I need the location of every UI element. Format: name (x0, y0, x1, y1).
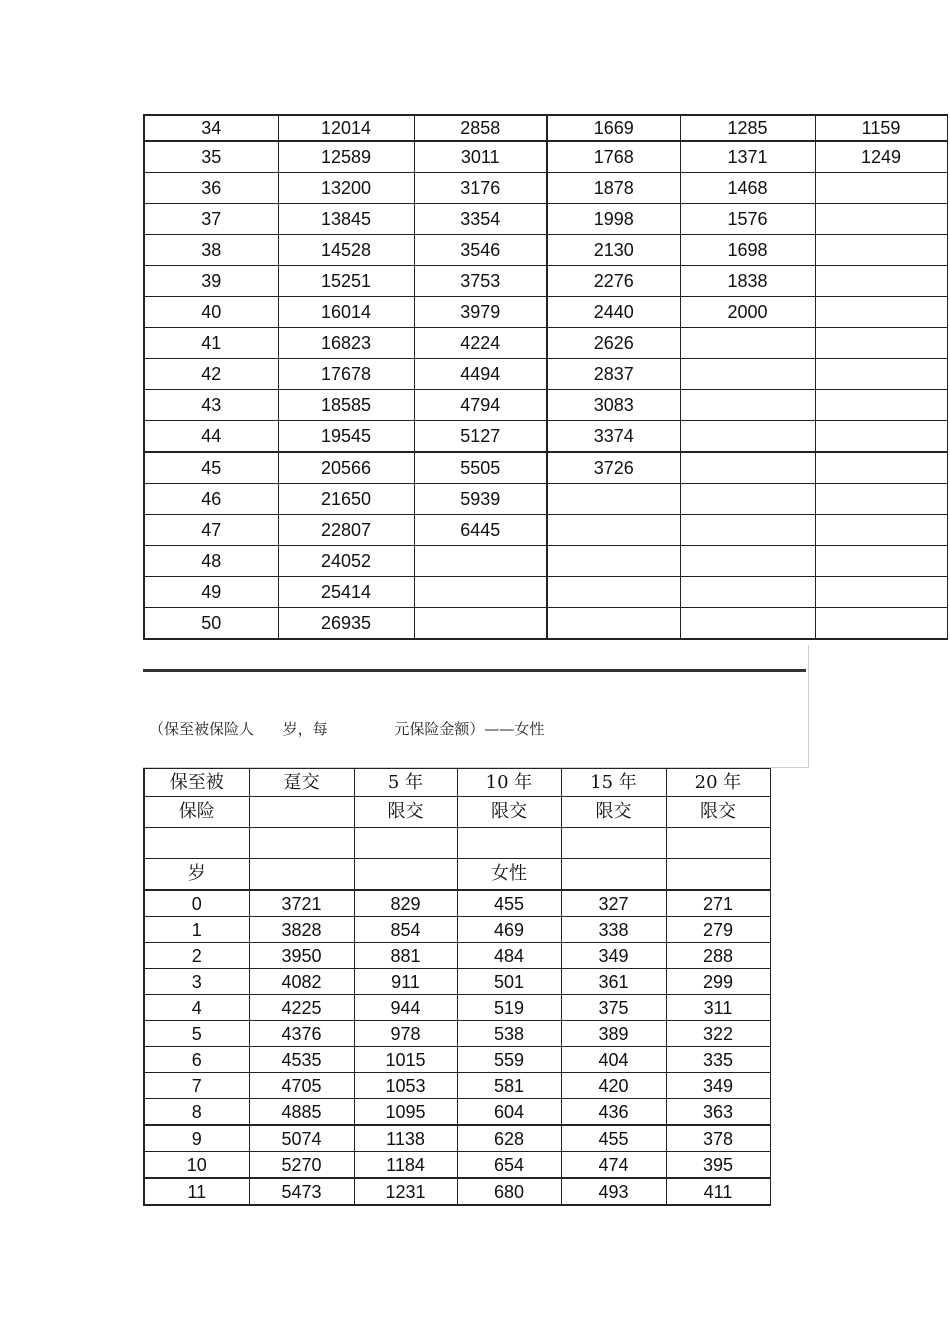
table-row (144, 359, 947, 390)
table-cell (815, 546, 947, 577)
table-cell: 22807 (278, 515, 414, 546)
table-cell: 5270 (249, 1152, 354, 1179)
header-cell (249, 797, 354, 828)
table-row (144, 484, 947, 515)
table-cell: 420 (561, 1073, 666, 1099)
table-cell: 2276 (547, 266, 680, 297)
header-cell (666, 859, 770, 891)
table-cell: 4376 (249, 1021, 354, 1047)
table-cell (815, 266, 947, 297)
table-cell (815, 297, 947, 328)
table-cell: 978 (354, 1021, 457, 1047)
table-cell: 8 (144, 1099, 249, 1126)
table-row (144, 1021, 770, 1047)
table-cell: 42 (144, 359, 278, 390)
table-cell: 15251 (278, 266, 414, 297)
header-cell (354, 828, 457, 859)
table-cell: 5473 (249, 1178, 354, 1205)
table-cell: 0 (144, 890, 249, 917)
table-cell: 349 (666, 1073, 770, 1099)
table-cell: 3721 (249, 890, 354, 917)
table-cell: 327 (561, 890, 666, 917)
table-row (144, 328, 947, 359)
table-cell: 12589 (278, 141, 414, 173)
table-cell: 9 (144, 1125, 249, 1152)
table-cell: 4885 (249, 1099, 354, 1126)
table-cell: 378 (666, 1125, 770, 1152)
table-cell (547, 577, 680, 608)
table-cell: 1576 (680, 204, 815, 235)
table-cell: 4705 (249, 1073, 354, 1099)
table-cell (680, 608, 815, 640)
table-cell (414, 608, 547, 640)
table-cell: 4224 (414, 328, 547, 359)
table-row (144, 1125, 770, 1152)
table-cell: 49 (144, 577, 278, 608)
header-cell: 20 年 (666, 769, 770, 797)
table-cell: 1184 (354, 1152, 457, 1179)
table-row (144, 515, 947, 546)
table-cell (815, 359, 947, 390)
table-cell: 25414 (278, 577, 414, 608)
table-cell: 2858 (414, 115, 547, 141)
header-cell (457, 828, 561, 859)
table-cell: 1698 (680, 235, 815, 266)
table-cell (815, 515, 947, 546)
table-cell (815, 452, 947, 484)
table-row (144, 969, 770, 995)
table-cell: 5127 (414, 421, 547, 453)
table-cell (815, 390, 947, 421)
table-cell: 34 (144, 115, 278, 141)
table-cell (815, 608, 947, 640)
table-cell: 18585 (278, 390, 414, 421)
table-cell: 6 (144, 1047, 249, 1073)
header-cell (561, 859, 666, 891)
table-row (144, 390, 947, 421)
header-cell: 趸交 (249, 769, 354, 797)
table-cell: 44 (144, 421, 278, 453)
table-cell: 1838 (680, 266, 815, 297)
table-cell: 271 (666, 890, 770, 917)
header-cell: 15 年 (561, 769, 666, 797)
table-cell: 3828 (249, 917, 354, 943)
table-cell: 501 (457, 969, 561, 995)
table-cell: 559 (457, 1047, 561, 1073)
table-cell: 581 (457, 1073, 561, 1099)
table-row (144, 141, 947, 173)
table-cell: 1371 (680, 141, 815, 173)
table-cell (414, 577, 547, 608)
table-cell (680, 421, 815, 453)
table-cell: 299 (666, 969, 770, 995)
table-cell: 1468 (680, 173, 815, 204)
table-cell: 404 (561, 1047, 666, 1073)
table-row (144, 235, 947, 266)
table-cell: 47 (144, 515, 278, 546)
table-cell: 484 (457, 943, 561, 969)
header-cell: 保至被 (144, 769, 249, 797)
table-cell: 628 (457, 1125, 561, 1152)
table-cell: 7 (144, 1073, 249, 1099)
table-cell: 35 (144, 141, 278, 173)
header-cell: 保险 (144, 797, 249, 828)
table-row (144, 546, 947, 577)
header-cell: 10 年 (457, 769, 561, 797)
table-cell: 311 (666, 995, 770, 1021)
table-cell: 1053 (354, 1073, 457, 1099)
table-cell: 455 (457, 890, 561, 917)
table-cell (680, 452, 815, 484)
table-row (144, 917, 770, 943)
header-cell (354, 859, 457, 891)
table-cell: 854 (354, 917, 457, 943)
table-cell: 881 (354, 943, 457, 969)
table-cell: 3753 (414, 266, 547, 297)
table-cell (680, 484, 815, 515)
table-cell: 911 (354, 969, 457, 995)
table-cell: 14528 (278, 235, 414, 266)
table-cell: 338 (561, 917, 666, 943)
header-cell: 岁 (144, 859, 249, 891)
table-cell: 361 (561, 969, 666, 995)
table-cell: 349 (561, 943, 666, 969)
table-cell: 279 (666, 917, 770, 943)
table-cell: 26935 (278, 608, 414, 640)
table-cell: 4794 (414, 390, 547, 421)
header-row (144, 797, 770, 828)
header-cell: 限交 (561, 797, 666, 828)
table-cell: 5505 (414, 452, 547, 484)
table-caption: （保至被保险人 岁，每 元保险金额）——女性 (149, 720, 545, 738)
table-cell: 944 (354, 995, 457, 1021)
table-cell: 3950 (249, 943, 354, 969)
table-cell: 395 (666, 1152, 770, 1179)
table-cell: 654 (457, 1152, 561, 1179)
table-cell: 1669 (547, 115, 680, 141)
table-cell: 36 (144, 173, 278, 204)
table-cell: 5939 (414, 484, 547, 515)
table-cell (815, 204, 947, 235)
header-cell (144, 828, 249, 859)
table-row (144, 266, 947, 297)
header-cell: 限交 (354, 797, 457, 828)
table-cell: 1768 (547, 141, 680, 173)
table-row (144, 173, 947, 204)
table-cell: 680 (457, 1178, 561, 1205)
table-cell (815, 421, 947, 453)
table-cell: 3546 (414, 235, 547, 266)
table-cell: 4082 (249, 969, 354, 995)
header-cell (249, 828, 354, 859)
table-row (144, 1073, 770, 1099)
table-cell: 1998 (547, 204, 680, 235)
table-cell (680, 546, 815, 577)
table-cell: 538 (457, 1021, 561, 1047)
table-cell: 24052 (278, 546, 414, 577)
table-cell: 50 (144, 608, 278, 640)
header-cell: 限交 (666, 797, 770, 828)
table-cell: 1138 (354, 1125, 457, 1152)
table-cell: 3354 (414, 204, 547, 235)
table-row (144, 943, 770, 969)
table-cell (815, 328, 947, 359)
table-cell: 363 (666, 1099, 770, 1126)
table-cell: 2837 (547, 359, 680, 390)
table-cell: 1015 (354, 1047, 457, 1073)
table-row (144, 890, 770, 917)
table-cell: 20566 (278, 452, 414, 484)
table-cell: 3083 (547, 390, 680, 421)
header-cell (666, 828, 770, 859)
table-cell (815, 577, 947, 608)
table-cell: 6445 (414, 515, 547, 546)
table-cell: 1 (144, 917, 249, 943)
table-cell: 48 (144, 546, 278, 577)
table-cell: 436 (561, 1099, 666, 1126)
table-cell (680, 390, 815, 421)
table-cell: 3 (144, 969, 249, 995)
premium-table-continued (143, 114, 948, 640)
table-row (144, 452, 947, 484)
table-cell: 13200 (278, 173, 414, 204)
table-cell: 288 (666, 943, 770, 969)
table-cell (547, 515, 680, 546)
table-cell: 4225 (249, 995, 354, 1021)
table-cell: 2626 (547, 328, 680, 359)
table-cell: 1285 (680, 115, 815, 141)
female-premium-table (143, 768, 771, 1206)
table-row (144, 577, 947, 608)
table-cell: 335 (666, 1047, 770, 1073)
table-cell: 4 (144, 995, 249, 1021)
table-cell: 3374 (547, 421, 680, 453)
table-cell: 19545 (278, 421, 414, 453)
header-cell (561, 828, 666, 859)
table-cell (815, 235, 947, 266)
table-cell: 5 (144, 1021, 249, 1047)
table-cell: 3176 (414, 173, 547, 204)
table-cell (547, 608, 680, 640)
table-cell: 38 (144, 235, 278, 266)
table-cell: 829 (354, 890, 457, 917)
table-cell: 10 (144, 1152, 249, 1179)
table-caption-box (143, 645, 809, 768)
table-cell (680, 328, 815, 359)
table-cell: 17678 (278, 359, 414, 390)
header-cell: 女性 (457, 859, 561, 891)
table-cell: 16014 (278, 297, 414, 328)
table-cell (680, 577, 815, 608)
table-cell: 4494 (414, 359, 547, 390)
header-cell: 限交 (457, 797, 561, 828)
table-row (144, 1178, 770, 1205)
table-cell: 37 (144, 204, 278, 235)
table-row (144, 608, 947, 640)
table-cell (547, 546, 680, 577)
table-cell: 1249 (815, 141, 947, 173)
table-cell: 3011 (414, 141, 547, 173)
table-cell: 2440 (547, 297, 680, 328)
table-cell: 2130 (547, 235, 680, 266)
table-cell: 41 (144, 328, 278, 359)
table-cell: 3979 (414, 297, 547, 328)
table-row (144, 421, 947, 453)
table-cell: 11 (144, 1178, 249, 1205)
table-cell: 1095 (354, 1099, 457, 1126)
header-row (144, 769, 770, 797)
header-cell (249, 859, 354, 891)
table-cell: 389 (561, 1021, 666, 1047)
table-cell: 1878 (547, 173, 680, 204)
table-cell (547, 484, 680, 515)
header-cell: 5 年 (354, 769, 457, 797)
table-cell (680, 359, 815, 390)
table-cell: 45 (144, 452, 278, 484)
table-cell: 604 (457, 1099, 561, 1126)
table-cell: 16823 (278, 328, 414, 359)
table-cell: 474 (561, 1152, 666, 1179)
table-cell: 455 (561, 1125, 666, 1152)
table-row (144, 115, 947, 141)
table-cell: 322 (666, 1021, 770, 1047)
table-cell (680, 515, 815, 546)
table-cell: 493 (561, 1178, 666, 1205)
table-row (144, 1152, 770, 1179)
table-cell: 411 (666, 1178, 770, 1205)
table-row (144, 1047, 770, 1073)
table-row (144, 1099, 770, 1126)
table-row (144, 995, 770, 1021)
caption-divider (143, 669, 806, 672)
table-cell: 2000 (680, 297, 815, 328)
table-cell: 3726 (547, 452, 680, 484)
table-cell: 46 (144, 484, 278, 515)
table-cell: 40 (144, 297, 278, 328)
table-cell: 2 (144, 943, 249, 969)
table-cell: 43 (144, 390, 278, 421)
table-cell (815, 173, 947, 204)
table-cell: 5074 (249, 1125, 354, 1152)
table-cell: 39 (144, 266, 278, 297)
header-row (144, 859, 770, 891)
table-row (144, 204, 947, 235)
table-cell: 12014 (278, 115, 414, 141)
header-row (144, 828, 770, 859)
table-cell: 13845 (278, 204, 414, 235)
table-cell: 21650 (278, 484, 414, 515)
table-cell: 469 (457, 917, 561, 943)
table-cell (414, 546, 547, 577)
table-cell: 4535 (249, 1047, 354, 1073)
table-cell: 1159 (815, 115, 947, 141)
table-cell: 375 (561, 995, 666, 1021)
table-cell: 519 (457, 995, 561, 1021)
table-cell (815, 484, 947, 515)
table-cell: 1231 (354, 1178, 457, 1205)
table-row (144, 297, 947, 328)
